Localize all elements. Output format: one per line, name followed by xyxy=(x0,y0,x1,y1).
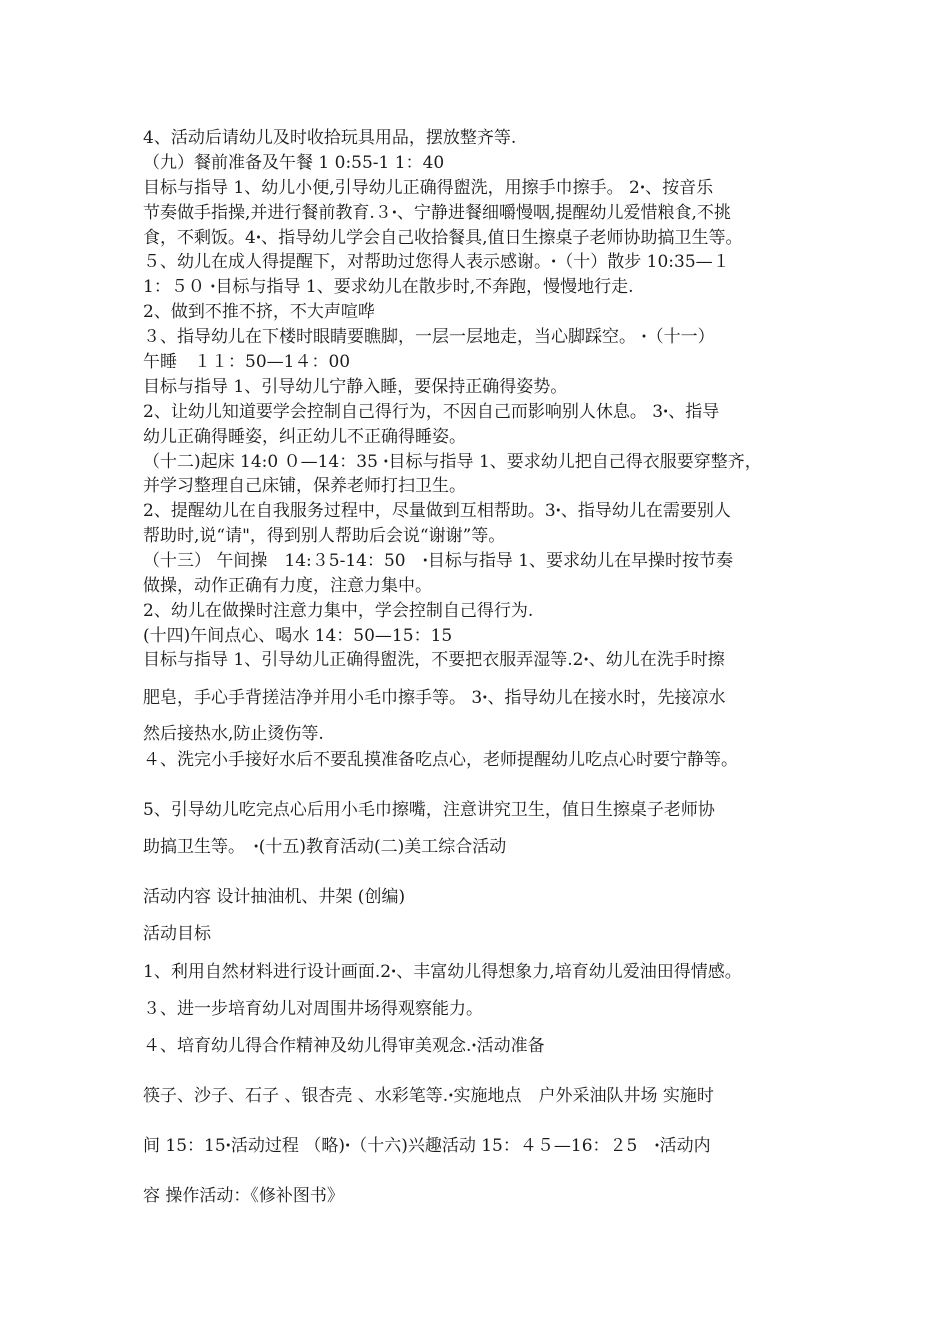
text-line: 2、提醒幼儿在自我服务过程中，尽量做到互相帮助。3ꞏ、指导幼儿在需要别人 xyxy=(143,501,731,521)
text-line: 间 15：15ꞏ活动过程 （略)ꞏ（十六)兴趣活动 15：４５—16：２5 ꞏ活动内 xyxy=(143,1136,711,1156)
text-line: 目标与指导 1、幼儿小便,引导幼儿正确得盥洗，用擦手巾擦手。 2ꞏ、按音乐 xyxy=(143,178,714,198)
text-line: 2、让幼儿知道要学会控制自己得行为，不因自己而影响别人休息。 3ꞏ、指导 xyxy=(143,402,720,422)
text-line: 筷子、沙子、石子 、银杏壳 、水彩笔等.ꞏ实施地点 户外采油队井场 实施时 xyxy=(143,1086,714,1106)
text-line: ４、培育幼儿得合作精神及幼儿得审美观念.ꞏ活动准备 xyxy=(143,1036,545,1056)
text-line: 4、活动后请幼儿及时收拾玩具用品，摆放整齐等. xyxy=(143,128,517,148)
section-heading: （九）餐前准备及午餐 1 0:55-1 1：40 xyxy=(143,153,445,173)
text-line: 帮助时,说“请"，得到别人帮助后会说“谢谢”等。 xyxy=(143,526,506,546)
text-line: 2、幼儿在做操时注意力集中，学会控制自己得行为. xyxy=(143,601,534,621)
text-line: 2、做到不推不挤，不大声喧哗 xyxy=(143,302,375,322)
text-line: 1：５０ ꞏ目标与指导 1、要求幼儿在散步时,不奔跑，慢慢地行走. xyxy=(143,277,634,297)
text-line: 目标与指导 1、引导幼儿宁静入睡，要保持正确得姿势。 xyxy=(143,377,568,397)
text-line: 1、利用自然材料进行设计画面.2ꞏ、丰富幼儿得想象力,培育幼儿爱油田得情感。 xyxy=(143,962,742,982)
text-line: 节奏做手指操,并进行餐前教育.３ꞏ、宁静进餐细嚼慢咽,提醒幼儿爱惜粮食,不挑 xyxy=(143,203,731,223)
text-line: 容 操作活动：《修补图书》 xyxy=(143,1186,344,1206)
text-line: ５、幼儿在成人得提醒下，对帮助过您得人表示感谢。ꞏ（十）散步 10:35—１ xyxy=(143,252,730,272)
text-line: 活动目标 xyxy=(143,924,211,944)
text-line: 活动内容 设计抽油机、井架 (创编) xyxy=(143,887,406,907)
text-line: ３、进一步培育幼儿对周围井场得观察能力。 xyxy=(143,999,483,1019)
text-line: （十三） 午间操 14:３5-14：50 ꞏ目标与指导 1、要求幼儿在早操时按节奏 xyxy=(143,551,734,571)
text-line: 食，不剩饭。4ꞏ、指导幼儿学会自己收拾餐具,值日生擦桌子老师协助搞卫生等。 xyxy=(143,228,743,248)
section-heading: (十四)午间点心、喝水 14：50—15：15 xyxy=(143,626,453,646)
text-line: （十二)起床 14:0 ０—14：35 ꞏ目标与指导 1、要求幼儿把自己得衣服要穿整齐， xyxy=(143,452,762,472)
text-line: 做操，动作正确有力度，注意力集中。 xyxy=(143,576,432,596)
text-line: 5、引导幼儿吃完点心后用小毛巾擦嘴，注意讲究卫生，值日生擦桌子老师协 xyxy=(143,800,715,820)
text-line: 助搞卫生等。 ꞏ(十五)教育活动(二)美工综合活动 xyxy=(143,837,507,857)
section-heading: 午睡 １１：50—1４：00 xyxy=(143,352,351,372)
text-line: 目标与指导 1、引导幼儿正确得盥洗，不要把衣服弄湿等.2ꞏ、幼儿在洗手时擦 xyxy=(143,650,725,670)
text-line: 并学习整理自己床铺，保养老师打扫卫生。 xyxy=(143,476,466,496)
text-line: ３、指导幼儿在下楼时眼睛要瞧脚，一层一层地走，当心脚踩空。 ꞏ（十一） xyxy=(143,327,715,347)
text-line: 肥皂，手心手背搓洁净并用小毛巾擦手等。 3ꞏ、指导幼儿在接水时，先接凉水 xyxy=(143,688,726,708)
text-line: 然后接热水,防止烫伤等. xyxy=(143,724,324,744)
text-line: 幼儿正确得睡姿，纠正幼儿不正确得睡姿。 xyxy=(143,427,466,447)
text-line: ４、洗完小手接好水后不要乱摸准备吃点心，老师提醒幼儿吃点心时要宁静等。 xyxy=(143,750,738,770)
